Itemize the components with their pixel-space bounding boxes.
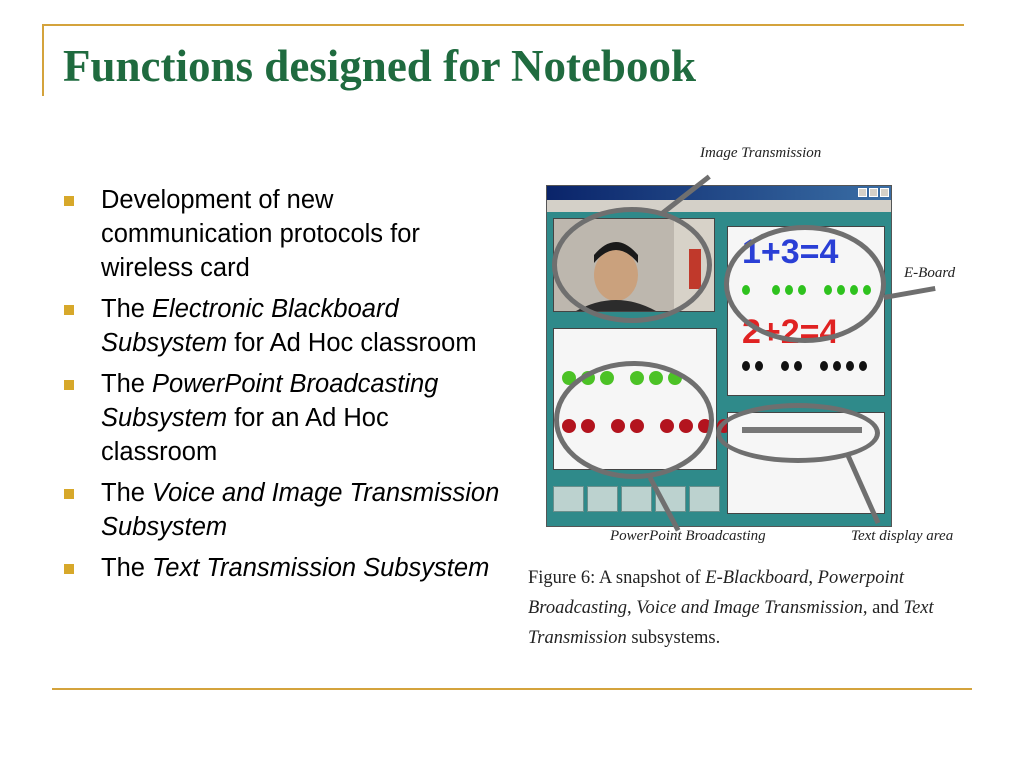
- label-text-display-area: Text display area: [851, 528, 954, 544]
- control-button[interactable]: [621, 486, 652, 512]
- bullet-square-icon: [64, 380, 74, 390]
- eboard-equation-2: 2+2=4: [742, 313, 839, 351]
- highlight-circle-powerpoint: [554, 361, 714, 479]
- minimize-icon: [858, 188, 867, 197]
- control-button[interactable]: [553, 486, 584, 512]
- eboard-equation-1: 1+3=4: [742, 233, 839, 271]
- bullet-item: [60, 292, 500, 360]
- bullet-text: The: [101, 479, 153, 507]
- maximize-icon: [869, 188, 878, 197]
- title-accent-line: [42, 24, 44, 96]
- caption-text: , and: [862, 598, 904, 618]
- bullet-text: Development of new communication protocols for wireless card: [101, 186, 420, 282]
- bullet-text: for Ad Hoc classroom: [227, 329, 477, 357]
- bullet-emphasis: Electronic Blackboard Subsystem: [101, 295, 399, 357]
- caption-text: ,: [808, 568, 818, 588]
- label-eboard: E-Board: [904, 265, 956, 281]
- highlight-circle-image: [552, 207, 712, 323]
- highlight-circle-text: [716, 403, 880, 463]
- bullet-item: [60, 367, 500, 469]
- bullet-square-icon: [64, 305, 74, 315]
- caption-emphasis: E-Blackboard: [705, 568, 809, 588]
- bullet-emphasis: PowerPoint Broadcasting Subsystem: [101, 370, 439, 432]
- bullet-square-icon: [64, 196, 74, 206]
- caption-emphasis: Text Transmission: [528, 598, 934, 648]
- bullet-square-icon: [64, 489, 74, 499]
- window-titlebar: [547, 186, 891, 200]
- figure-snapshot: [520, 135, 970, 665]
- bullet-item: [60, 476, 500, 544]
- control-button[interactable]: [587, 486, 618, 512]
- bullet-text: The: [101, 370, 153, 398]
- slide-title: Functions designed for Notebook: [63, 41, 696, 91]
- caption-text: subsystems.: [626, 628, 721, 648]
- figure-caption: [528, 563, 960, 653]
- bullet-list: [60, 183, 500, 592]
- bullet-text: for an Ad Hoc classroom: [101, 404, 389, 466]
- control-button[interactable]: [689, 486, 720, 512]
- close-icon: [880, 188, 889, 197]
- bottom-rule: [52, 688, 972, 690]
- bullet-emphasis: Voice and Image Transmission Subsystem: [101, 479, 500, 541]
- slide-control-buttons: [553, 486, 720, 512]
- caption-text: Figure 6: A snapshot of: [528, 568, 706, 588]
- caption-text: ,: [627, 598, 637, 618]
- window-menubar: [547, 200, 891, 212]
- label-image-transmission: Image Transmission: [700, 145, 822, 161]
- label-powerpoint-broadcasting: PowerPoint Broadcasting: [610, 528, 766, 544]
- bullet-text: The: [101, 295, 153, 323]
- bullet-item: [60, 551, 500, 585]
- bullet-item: [60, 183, 500, 285]
- eboard-black-dots: [742, 361, 867, 371]
- caption-emphasis: Voice and Image Transmission: [636, 598, 863, 618]
- highlight-circle-eboard: [724, 225, 886, 343]
- caption-emphasis: Powerpoint Broadcasting: [528, 568, 904, 618]
- bullet-square-icon: [64, 564, 74, 574]
- top-rule: [42, 24, 964, 26]
- bullet-text: The: [101, 554, 153, 582]
- bullet-emphasis: Text Transmission Subsystem: [152, 554, 490, 582]
